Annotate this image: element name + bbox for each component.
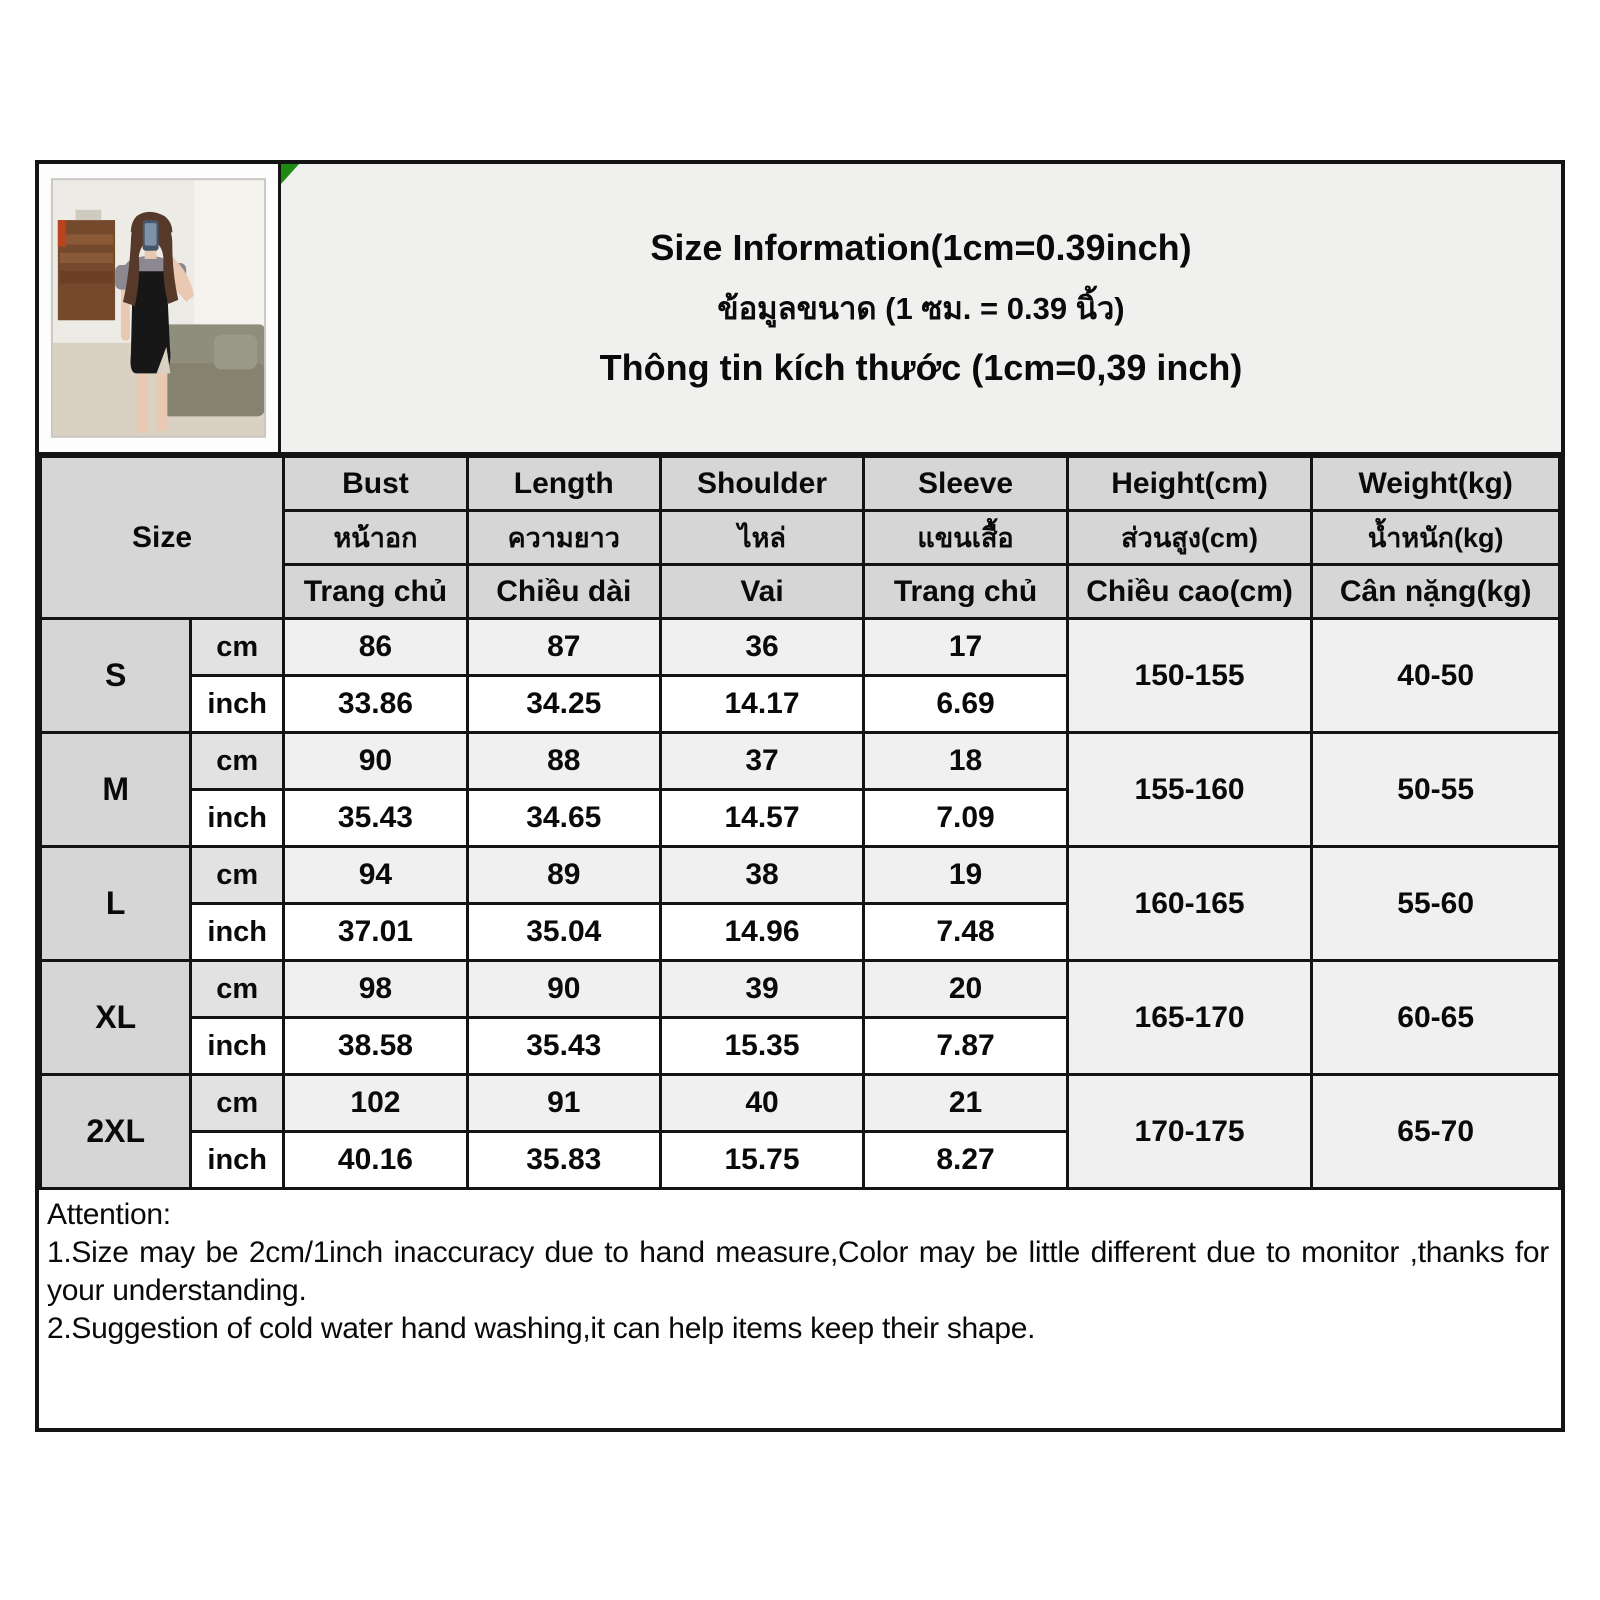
cell-s-height: 150-155 <box>1067 619 1312 733</box>
unit-cm: cm <box>191 847 284 904</box>
col-header-sleeve-vi: Trang chủ <box>864 565 1068 619</box>
unit-inch: inch <box>191 676 284 733</box>
unit-inch: inch <box>191 904 284 961</box>
cell-l-shoulder-cm: 38 <box>660 847 864 904</box>
cell-s-sleeve-cm: 17 <box>864 619 1068 676</box>
size-label-s: S <box>41 619 191 733</box>
unit-cm: cm <box>191 733 284 790</box>
size-header-cell: Size <box>41 457 284 619</box>
col-header-shoulder-vi: Vai <box>660 565 864 619</box>
cell-l-length-inch: 35.04 <box>467 904 660 961</box>
cell-m-bust-inch: 35.43 <box>284 790 468 847</box>
cell-s-shoulder-inch: 14.17 <box>660 676 864 733</box>
cell-2xl-shoulder-cm: 40 <box>660 1075 864 1132</box>
cell-2xl-length-inch: 35.83 <box>467 1132 660 1189</box>
title-block <box>281 164 1561 452</box>
cell-m-shoulder-cm: 37 <box>660 733 864 790</box>
attention-notes <box>39 1190 1561 1428</box>
cell-s-bust-cm: 86 <box>284 619 468 676</box>
unit-inch: inch <box>191 1018 284 1075</box>
cell-m-length-inch: 34.65 <box>467 790 660 847</box>
cell-2xl-shoulder-inch: 15.75 <box>660 1132 864 1189</box>
table-row-xl-cm <box>41 961 1560 1018</box>
cell-m-sleeve-inch: 7.09 <box>864 790 1068 847</box>
cell-l-sleeve-inch: 7.48 <box>864 904 1068 961</box>
cell-xl-height: 165-170 <box>1067 961 1312 1075</box>
cell-xl-length-cm: 90 <box>467 961 660 1018</box>
cell-l-sleeve-cm: 19 <box>864 847 1068 904</box>
size-table <box>39 455 1561 1190</box>
col-header-height: Height(cm) <box>1067 457 1312 511</box>
cell-xl-sleeve-cm: 20 <box>864 961 1068 1018</box>
table-row-s-cm <box>41 619 1560 676</box>
attention-note-2: 2.Suggestion of cold water hand washing,it can help items keep their shape. <box>47 1312 1036 1345</box>
size-label-xl: XL <box>41 961 191 1075</box>
cell-2xl-bust-inch: 40.16 <box>284 1132 468 1189</box>
product-photo <box>39 164 281 452</box>
col-header-length-th: ความยาว <box>467 511 660 565</box>
col-header-bust-th: หน้าอก <box>284 511 468 565</box>
size-label-2xl: 2XL <box>41 1075 191 1189</box>
cell-m-weight: 50-55 <box>1312 733 1560 847</box>
cell-s-length-cm: 87 <box>467 619 660 676</box>
cell-m-sleeve-cm: 18 <box>864 733 1068 790</box>
corner-accent-icon <box>281 164 299 184</box>
unit-cm: cm <box>191 961 284 1018</box>
cell-xl-bust-cm: 98 <box>284 961 468 1018</box>
size-label-l: L <box>41 847 191 961</box>
cell-xl-length-inch: 35.43 <box>467 1018 660 1075</box>
col-header-bust: Bust <box>284 457 468 511</box>
unit-cm: cm <box>191 619 284 676</box>
cell-xl-sleeve-inch: 7.87 <box>864 1018 1068 1075</box>
cell-xl-shoulder-inch: 15.35 <box>660 1018 864 1075</box>
cell-2xl-sleeve-cm: 21 <box>864 1075 1068 1132</box>
title-thai: ข้อมูลขนาด (1 ซม. = 0.39 นิ้ว) <box>717 291 1125 326</box>
cell-2xl-bust-cm: 102 <box>284 1075 468 1132</box>
cell-xl-bust-inch: 38.58 <box>284 1018 468 1075</box>
cell-l-weight: 55-60 <box>1312 847 1560 961</box>
col-header-length: Length <box>467 457 660 511</box>
col-header-height-vi: Chiều cao(cm) <box>1067 565 1312 619</box>
cell-l-shoulder-inch: 14.96 <box>660 904 864 961</box>
table-row-l-cm <box>41 847 1560 904</box>
attention-heading: Attention: <box>47 1198 171 1231</box>
col-header-shoulder: Shoulder <box>660 457 864 511</box>
top-block <box>39 164 1561 455</box>
cell-m-length-cm: 88 <box>467 733 660 790</box>
col-header-length-vi: Chiều dài <box>467 565 660 619</box>
size-chart-frame <box>35 160 1565 1432</box>
col-header-height-th: ส่วนสูง(cm) <box>1067 511 1312 565</box>
cell-l-bust-cm: 94 <box>284 847 468 904</box>
cell-2xl-sleeve-inch: 8.27 <box>864 1132 1068 1189</box>
model-photo-illustration <box>46 171 271 445</box>
cell-2xl-height: 170-175 <box>1067 1075 1312 1189</box>
col-header-weight-vi: Cân nặng(kg) <box>1312 565 1560 619</box>
cell-s-shoulder-cm: 36 <box>660 619 864 676</box>
col-header-sleeve: Sleeve <box>864 457 1068 511</box>
cell-l-bust-inch: 37.01 <box>284 904 468 961</box>
title-vietnamese: Thông tin kích thước (1cm=0,39 inch) <box>599 347 1243 388</box>
cell-xl-weight: 60-65 <box>1312 961 1560 1075</box>
cell-l-length-cm: 89 <box>467 847 660 904</box>
cell-s-bust-inch: 33.86 <box>284 676 468 733</box>
unit-inch: inch <box>191 790 284 847</box>
col-header-weight: Weight(kg) <box>1312 457 1560 511</box>
cell-xl-shoulder-cm: 39 <box>660 961 864 1018</box>
cell-m-bust-cm: 90 <box>284 733 468 790</box>
col-header-weight-th: น้ำหนัก(kg) <box>1312 511 1560 565</box>
table-row-m-cm <box>41 733 1560 790</box>
col-header-sleeve-th: แขนเสื้อ <box>864 511 1068 565</box>
size-label-m: M <box>41 733 191 847</box>
table-row-2xl-cm <box>41 1075 1560 1132</box>
cell-l-height: 160-165 <box>1067 847 1312 961</box>
cell-s-weight: 40-50 <box>1312 619 1560 733</box>
attention-note-1: 1.Size may be 2cm/1inch inaccuracy due to hand measure,Color may be little different due to monitor ,thanks for your understanding. <box>47 1236 1549 1307</box>
unit-cm: cm <box>191 1075 284 1132</box>
cell-s-sleeve-inch: 6.69 <box>864 676 1068 733</box>
title-english: Size Information(1cm=0.39inch) <box>650 227 1192 268</box>
col-header-shoulder-th: ไหล่ <box>660 511 864 565</box>
col-header-bust-vi: Trang chủ <box>284 565 468 619</box>
header-row-english <box>41 457 1560 511</box>
cell-2xl-weight: 65-70 <box>1312 1075 1560 1189</box>
cell-s-length-inch: 34.25 <box>467 676 660 733</box>
cell-m-shoulder-inch: 14.57 <box>660 790 864 847</box>
unit-inch: inch <box>191 1132 284 1189</box>
cell-m-height: 155-160 <box>1067 733 1312 847</box>
cell-2xl-length-cm: 91 <box>467 1075 660 1132</box>
